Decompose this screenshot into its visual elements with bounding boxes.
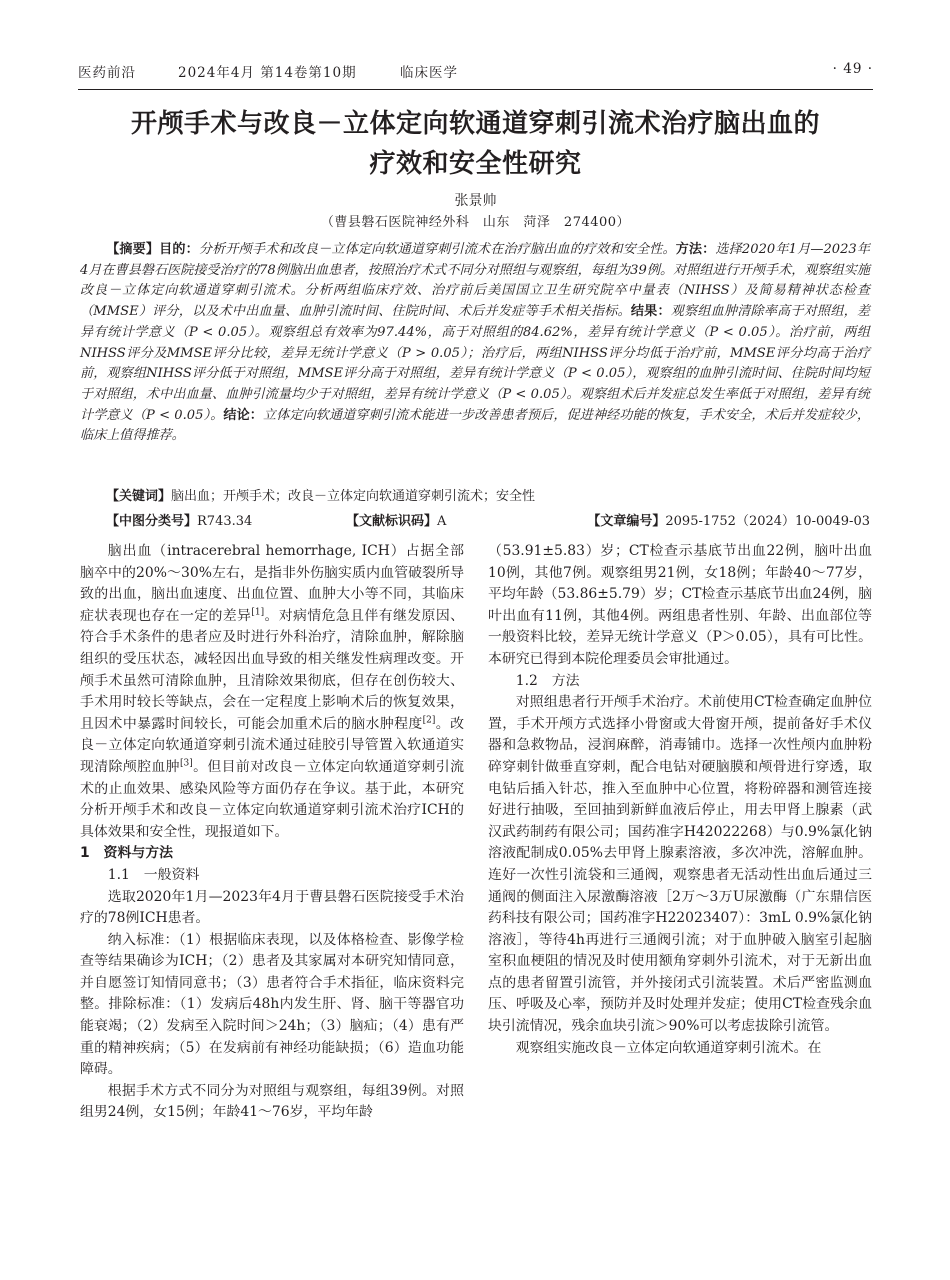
header-rule — [78, 89, 873, 90]
citation-2: [2] — [422, 715, 436, 726]
section-heading-1: 1 资料与方法 — [80, 845, 174, 862]
author-name: 张景帅 — [454, 193, 497, 209]
citation-3: [3] — [179, 758, 193, 769]
issue-info: 2024年4月 第14卷第10期 — [178, 65, 357, 81]
keywords-text: 脑出血；开颅手术；改良－立体定向软通道穿刺引流术；安全性 — [171, 489, 536, 504]
keywords — [80, 488, 870, 506]
author-affiliation: （曹县磐石医院神经外科 山东 菏泽 274400） — [320, 215, 631, 230]
section-name: 临床医学 — [400, 65, 458, 81]
results-label: 结果： — [630, 304, 671, 320]
conclusion-text: 立体定向软通道穿刺引流术能进一步改善患者预后，促进神经功能的恢复，手术安全，术后并发症较少，临床上值得推荐。 — [80, 407, 870, 444]
left-column — [80, 541, 464, 1124]
page-number: · 49 · — [832, 61, 873, 77]
subsection-heading-1-2: 1.2 方法 — [515, 672, 580, 689]
methods-label: 方法： — [675, 242, 716, 257]
classification-line — [80, 510, 870, 530]
objective-label: 目的： — [159, 242, 199, 257]
title-line-2: 疗效和安全性研究 — [369, 149, 582, 179]
citation-1: [1] — [251, 607, 265, 618]
paragraph: 对照组患者行开颅手术治疗。术前使用CT检查确定血肿位置，手术开颅方式选择小骨窗或大骨窗开颅，提前备好手术仪器和急救物品，浸润麻醉，消毒铺巾。选择一次性颅内血肿粉碎穿刺针做垂直穿刺，配合电钻对硬脑膜和颅骨进行穿透，取电钻后插入针芯，推入至血肿中心位置，将粉碎器和测管连接好进行抽吸，至回抽到新鲜血液后停止，用去甲肾上腺素（武汉武药制药有限公司；国药准字H42022268）与0.9%氯化钠溶液配制成0.05%去甲肾上腺素溶液，多次冲洗，溶解血肿。连好一次性引流袋和三通阀，观察患者无活动性出血后通过三通阀的侧面注入尿激酶溶液［2万～3万U尿激酶（广东鼎信医药科技有限公司；国药准字H22023407）：3mL 0.9%氯化钠溶液］，等待4h再进行三通阀引流；对于血肿破入脑室引起脑室积血梗阻的情况及时使用额角穿刺外引流术，对于无新出血点的患者留置引流管，并外接闭式引流装置。术后严密监测血压、呼吸及心率，预防并及时处理并发症；使用CT检查残余血块引流情况，残余血块引流＞90%可以考虑拔除引流管。 — [488, 694, 872, 1035]
paragraph: 选取2020年1月—2023年4月于曹县磐石医院接受手术治疗的78例ICH患者。 — [80, 888, 464, 927]
title-line-1: 开颅手术与改良－立体定向软通道穿刺引流术治疗脑出血的 — [130, 109, 820, 139]
clc-number: 【中图分类号】R743.34 — [106, 514, 253, 529]
results-text: 观察组血肿清除率高于对照组，差异有统计学意义（P < 0.05）。观察组总有效率为97.44%，高于对照组的84.62%，差异有统计学意义（P < 0.05）。治疗前，两组NIHSS评分及MMSE评分比较，差异无统计学意义（P > 0.05）；治疗后，两组NIHSS评分均低于治疗前，MMSE评分均高于治疗前，观察组NIHSS评分低于对照组，MMSE评分高于对照组，差异有统计学意义（P < 0.05），观察组的血肿引流时间、住院时间均短于对照组，术中出血量、血肿引流量均少于对照组，差异有统计学意义（P < 0.05）。观察组术后并发症总发生率低于对照组，差异有统计学意义（P < 0.05）。 — [80, 304, 871, 423]
right-column — [488, 541, 872, 1059]
intro-paragraph: 脑出血（intracerebral hemorrhage, ICH）占据全部脑卒中的20%～30%左右，是指非外伤脑实质内血管破裂所导致的出血，脑出血速度、出血位置、血肿大小等不同，其临床症状表现也存在一定的差异[1]。对病情危急且伴有继发原因、符合手术条件的患者应及时进行外科治疗，清除血肿，解除脑组织的受压状态，减轻因出血导致的相关继发性病理改变。开颅手术虽然可清除血肿，且清除效果彻底，但存在创伤较大、手术用时较长等缺点，会在一定程度上影响术后的恢复效果，且因术中暴露时间较长，可能会加重术后的脑水肿程度[2]。改良－立体定向软通道穿刺引流术通过硅胶引导管置入软通道实现清除颅腔血肿[3]。但目前对改良－立体定向软通道穿刺引流术的止血效果、感染风险等方面仍存在争议。基于此，本研究分析开颅手术和改良－立体定向软通道穿刺引流术治疗ICH的具体效果和安全性，现报道如下。 — [80, 543, 464, 840]
conclusion-label: 结论： — [223, 407, 263, 423]
keywords-label: 【关键词】 — [106, 489, 172, 504]
article-title — [78, 104, 873, 184]
document-code: 【文献标识码】A — [346, 514, 447, 529]
subsection-heading-1-1: 1.1 一般资料 — [107, 866, 200, 883]
paragraph: （53.91±5.83）岁；CT检查示基底节出血22例，脑叶出血10例，其他7例。观察组男21例，女18例；年龄40～77岁，平均年龄（53.86±5.79）岁；CT检查示基底节出血24例，脑叶出血有11例，其他4例。两组患者性别、年龄、出血部位等一般资料比较，差异无统计学意义（P＞0.05），具有可比性。本研究已得到本院伦理委员会审批通过。 — [488, 543, 872, 667]
article-number: 【文章编号】2095-1752（2024）10-0049-03 — [587, 514, 870, 529]
journal-name: 医药前沿 — [78, 65, 136, 81]
paragraph: 观察组实施改良－立体定向软通道穿刺引流术。在 — [515, 1039, 822, 1056]
abstract-label: 【摘要】 — [106, 242, 160, 257]
paragraph: 纳入标准：（1）根据临床表现，以及体格检查、影像学检查等结果确诊为ICH；（2）患者及其家属对本研究知情同意，并自愿签订知情同意书；（3）患者符合手术指征，临床资料完整。排除标准：（1）发病后48h内发生肝、肾、脑干等器官功能衰竭；（2）发病至入院时间＞24h；（3）脑疝；（4）患有严重的精神疾病；（5）在发病前有神经功能缺损；（6）造血功能障碍。 — [80, 931, 464, 1078]
abstract — [80, 240, 870, 447]
methods-text: 选择2020年1月—2023年4月在曹县磐石医院接受治疗的78例脑出血患者，按照治疗术式不同分对照组与观察组，每组为39例。对照组进行开颅手术，观察组实施改良－立体定向软通道穿刺引流术。分析两组临床疗效、治疗前后美国国立卫生研究院卒中量表（NIHSS）及简易精神状态检查（MMSE）评分，以及术中出血量、血肿引流时间、住院时间、术后并发症等手术相关指标。 — [80, 242, 871, 320]
paragraph: 根据手术方式不同分为对照组与观察组，每组39例。对照组男24例，女15例；年龄41～76岁，平均年龄 — [80, 1082, 464, 1121]
objective-text: 分析开颅手术和改良－立体定向软通道穿刺引流术在治疗脑出血的疗效和安全性。 — [198, 242, 676, 257]
running-header — [78, 61, 873, 83]
